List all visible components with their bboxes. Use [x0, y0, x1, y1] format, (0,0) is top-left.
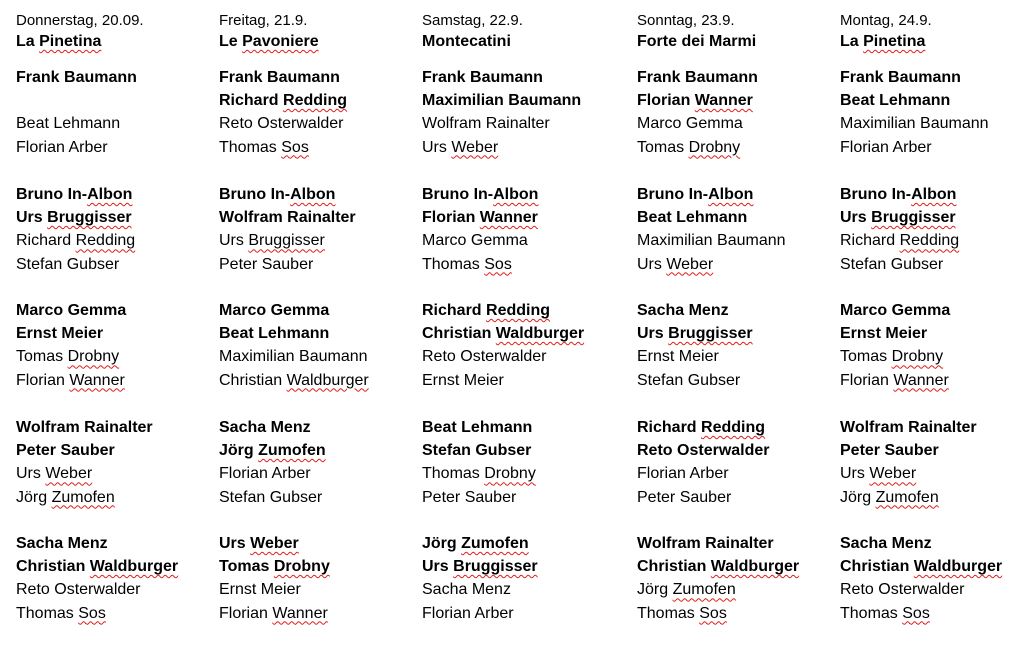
player-name-lead: Jörg Zumofen	[422, 535, 529, 552]
spellcheck-word: Zumofen	[258, 442, 326, 460]
player-name: Reto Osterwalder	[219, 115, 344, 133]
player-name: Wolfram Rainalter	[422, 115, 550, 133]
player-name-lead: Wolfram Rainalter	[840, 419, 977, 436]
spellcheck-word: Wanner	[69, 371, 125, 389]
player-name-lead: Marco Gemma	[840, 302, 951, 319]
player-name-lead: Bruno In-Albon	[219, 186, 336, 203]
player-name-lead: Christian Waldburger	[637, 558, 800, 576]
flight-group	[422, 66, 632, 159]
spellcheck-word: Waldburger	[89, 558, 179, 576]
spellcheck-word: Weber	[45, 465, 93, 483]
spellcheck-word: Drobny	[273, 558, 330, 576]
spellcheck-word: Wanner	[272, 604, 328, 622]
spellcheck-word: Wanner	[694, 92, 753, 110]
flight-group	[637, 532, 847, 625]
flight-group	[840, 532, 1024, 625]
flight-group	[637, 299, 847, 392]
player-name-lead: Sacha Menz	[840, 535, 932, 552]
player-name: Urs Bruggisser	[219, 232, 325, 250]
spellcheck-word: Sos	[902, 604, 930, 622]
spellcheck-word: Zumofen	[51, 488, 115, 506]
spellcheck-word: Waldburger	[913, 558, 1003, 576]
player-name-lead: Urs Bruggisser	[840, 209, 956, 227]
player-name-lead: Richard Redding	[219, 92, 348, 110]
player-name: Marco Gemma	[422, 232, 528, 250]
player-name-lead: Bruno In-Albon	[422, 186, 539, 203]
flight-group	[219, 416, 429, 509]
spellcheck-word: Bruggisser	[668, 325, 753, 343]
day-date: Samstag, 22.9.	[422, 12, 523, 29]
player-name: Florian Wanner	[16, 371, 125, 389]
player-name-lead: Wolfram Rainalter	[16, 419, 153, 436]
day-venue: Forte dei Marmi	[637, 33, 757, 50]
spellcheck-word: Weber	[250, 535, 299, 552]
player-name-lead: Jörg Zumofen	[219, 442, 326, 460]
spellcheck-word: Albon	[290, 186, 336, 203]
flight-group	[422, 532, 632, 625]
player-name: Urs Weber	[840, 465, 917, 483]
spellcheck-word: Bruggisser	[871, 209, 956, 227]
player-name-lead: Maximilian Baumann	[422, 92, 582, 110]
day-venue: La Pinetina	[840, 33, 926, 50]
player-name-lead: Urs Bruggisser	[16, 209, 132, 227]
flight-group	[219, 66, 429, 159]
spellcheck-word: Wanner	[479, 209, 538, 227]
spellcheck-word: Weber	[869, 465, 917, 483]
flight-group	[840, 183, 1024, 276]
player-name-lead: Urs Weber	[219, 535, 299, 552]
player-name: Richard Redding	[16, 232, 136, 250]
player-name: Peter Sauber	[637, 488, 732, 506]
player-name-lead: Christian Waldburger	[422, 325, 585, 343]
day-venue: Le Pavoniere	[219, 33, 319, 50]
player-name-lead: Sacha Menz	[219, 419, 311, 436]
spellcheck-word: Waldburger	[495, 325, 585, 343]
flight-group	[637, 183, 847, 276]
day-date: Montag, 24.9.	[840, 12, 932, 29]
flight-group	[16, 66, 226, 159]
day-column	[422, 10, 622, 640]
player-name: Urs Weber	[16, 465, 93, 483]
player-name: Christian Waldburger	[219, 371, 369, 389]
day-column	[219, 10, 419, 640]
player-name: Thomas Drobny	[422, 465, 536, 483]
player-name-lead: Marco Gemma	[219, 302, 330, 319]
player-name-lead: Florian Wanner	[637, 92, 753, 110]
flight-group	[219, 183, 429, 276]
player-name-lead: Urs Bruggisser	[637, 325, 753, 343]
spellcheck-word: Albon	[87, 186, 133, 203]
player-name-lead: Sacha Menz	[637, 302, 729, 319]
player-name: Tomas Drobny	[16, 348, 120, 366]
spellcheck-word: Drobny	[688, 138, 741, 156]
flight-group	[219, 299, 429, 392]
player-name: Tomas Drobny	[840, 348, 944, 366]
flight-group	[16, 416, 226, 509]
spellcheck-word: Zumofen	[672, 581, 736, 599]
spellcheck-word: Pavoniere	[242, 33, 319, 50]
spellcheck-word: Waldburger	[286, 371, 369, 389]
player-name-lead: Tomas Drobny	[219, 558, 330, 576]
player-name: Florian Arber	[637, 465, 729, 483]
spellcheck-word: Wanner	[893, 371, 949, 389]
player-name-lead: Beat Lehmann	[637, 209, 748, 227]
spellcheck-word: Bruggisser	[453, 558, 538, 576]
player-name: Peter Sauber	[422, 488, 517, 506]
spellcheck-word: Redding	[283, 92, 348, 110]
spellcheck-word: Waldburger	[710, 558, 800, 576]
player-name: Florian Arber	[219, 465, 311, 483]
player-name-lead: Beat Lehmann	[422, 419, 533, 436]
player-name: Stefan Gubser	[637, 371, 741, 389]
flight-group	[422, 299, 632, 392]
player-name: Maximilian Baumann	[637, 232, 786, 250]
spellcheck-word: Albon	[493, 186, 539, 203]
player-name-lead: Ernst Meier	[840, 325, 928, 343]
player-name-lead: Bruno In-Albon	[840, 186, 957, 203]
flight-group	[840, 66, 1024, 159]
player-name: Peter Sauber	[219, 255, 314, 273]
spellcheck-word: Weber	[451, 138, 499, 156]
flight-group	[840, 299, 1024, 392]
spellcheck-word: Redding	[899, 232, 960, 250]
player-name: Tomas Drobny	[637, 138, 741, 156]
flight-group	[422, 183, 632, 276]
spellcheck-word: Drobny	[67, 348, 120, 366]
player-name: Thomas Sos	[422, 255, 512, 273]
player-name: Jörg Zumofen	[637, 581, 736, 599]
player-name-lead: Sacha Menz	[16, 535, 108, 552]
player-name: Florian Arber	[422, 604, 514, 622]
flight-group	[219, 532, 429, 625]
player-name-lead: Peter Sauber	[840, 442, 939, 460]
flight-group	[16, 532, 226, 625]
player-name-lead: Bruno In-Albon	[637, 186, 754, 203]
spellcheck-word: Pinetina	[39, 33, 102, 50]
player-name: Florian Wanner	[840, 371, 949, 389]
day-date: Donnerstag, 20.09.	[16, 12, 144, 29]
player-name-lead: Christian Waldburger	[840, 558, 1003, 576]
player-name: Reto Osterwalder	[840, 581, 965, 599]
player-name: Ernst Meier	[422, 371, 504, 389]
player-name-lead: Christian Waldburger	[16, 558, 179, 576]
player-name: Urs Weber	[637, 255, 714, 273]
player-name-lead: Reto Osterwalder	[637, 442, 770, 460]
flight-group	[637, 416, 847, 509]
spellcheck-word: Zumofen	[461, 535, 529, 552]
player-name-lead: Ernst Meier	[16, 325, 104, 343]
player-name-lead: Bruno In-Albon	[16, 186, 133, 203]
spellcheck-word: Bruggisser	[248, 232, 325, 250]
player-name: Richard Redding	[840, 232, 960, 250]
spellcheck-word: Bruggisser	[47, 209, 132, 227]
player-name: Thomas Sos	[219, 138, 309, 156]
spellcheck-word: Pinetina	[863, 33, 926, 50]
spellcheck-word: Drobny	[484, 465, 536, 483]
player-name-lead: Marco Gemma	[16, 302, 127, 319]
player-name-lead: Florian Wanner	[422, 209, 538, 227]
player-name: Reto Osterwalder	[422, 348, 547, 366]
spellcheck-word: Albon	[911, 186, 957, 203]
flight-group	[16, 299, 226, 392]
spellcheck-word: Redding	[486, 302, 551, 319]
player-name-lead: Richard Redding	[422, 302, 551, 319]
player-name-lead: Wolfram Rainalter	[219, 209, 356, 227]
player-name: Maximilian Baumann	[219, 348, 368, 366]
player-name: Florian Wanner	[219, 604, 328, 622]
spellcheck-word: Redding	[701, 419, 766, 436]
player-name: Sacha Menz	[422, 581, 511, 599]
player-name-lead: Frank Baumann	[219, 69, 340, 86]
day-column	[16, 10, 216, 640]
player-name-lead: Frank Baumann	[16, 69, 137, 86]
spellcheck-word: Sos	[699, 604, 727, 622]
spellcheck-word: Drobny	[891, 348, 944, 366]
player-name: Ernst Meier	[219, 581, 301, 599]
spellcheck-word: Weber	[666, 255, 714, 273]
day-venue: La Pinetina	[16, 33, 102, 50]
player-name: Florian Arber	[16, 138, 108, 156]
day-column	[637, 10, 837, 640]
spellcheck-word: Albon	[708, 186, 754, 203]
player-name: Thomas Sos	[637, 604, 727, 622]
player-name: Maximilian Baumann	[840, 115, 989, 133]
player-name-lead: Frank Baumann	[840, 69, 961, 86]
player-name-lead: Beat Lehmann	[219, 325, 330, 343]
player-name: Marco Gemma	[637, 115, 743, 133]
player-name: Thomas Sos	[16, 604, 106, 622]
day-venue: Montecatini	[422, 33, 511, 50]
player-name-lead	[16, 89, 226, 112]
flight-group	[16, 183, 226, 276]
day-column	[840, 10, 1024, 640]
flight-group	[637, 66, 847, 159]
player-name: Ernst Meier	[637, 348, 719, 366]
spellcheck-word: Zumofen	[875, 488, 939, 506]
player-name: Beat Lehmann	[16, 115, 121, 133]
day-date: Freitag, 21.9.	[219, 12, 308, 29]
spellcheck-word: Sos	[281, 138, 309, 156]
player-name-lead: Stefan Gubser	[422, 442, 532, 460]
player-name-lead: Richard Redding	[637, 419, 766, 436]
player-name: Urs Weber	[422, 138, 499, 156]
day-date: Sonntag, 23.9.	[637, 12, 735, 29]
player-name: Stefan Gubser	[219, 488, 323, 506]
player-name-lead: Frank Baumann	[637, 69, 758, 86]
player-name: Florian Arber	[840, 138, 932, 156]
player-name-lead: Urs Bruggisser	[422, 558, 538, 576]
spellcheck-word: Sos	[78, 604, 106, 622]
player-name-lead: Wolfram Rainalter	[637, 535, 774, 552]
player-name-lead: Frank Baumann	[422, 69, 543, 86]
spellcheck-word: Redding	[75, 232, 136, 250]
spellcheck-word: Sos	[484, 255, 512, 273]
player-name: Stefan Gubser	[16, 255, 120, 273]
flight-group	[840, 416, 1024, 509]
flight-group	[422, 416, 632, 509]
player-name: Reto Osterwalder	[16, 581, 141, 599]
player-name: Jörg Zumofen	[16, 488, 115, 506]
player-name-lead: Beat Lehmann	[840, 92, 951, 110]
player-name: Thomas Sos	[840, 604, 930, 622]
player-name: Stefan Gubser	[840, 255, 944, 273]
player-name-lead: Peter Sauber	[16, 442, 115, 460]
player-name: Jörg Zumofen	[840, 488, 939, 506]
